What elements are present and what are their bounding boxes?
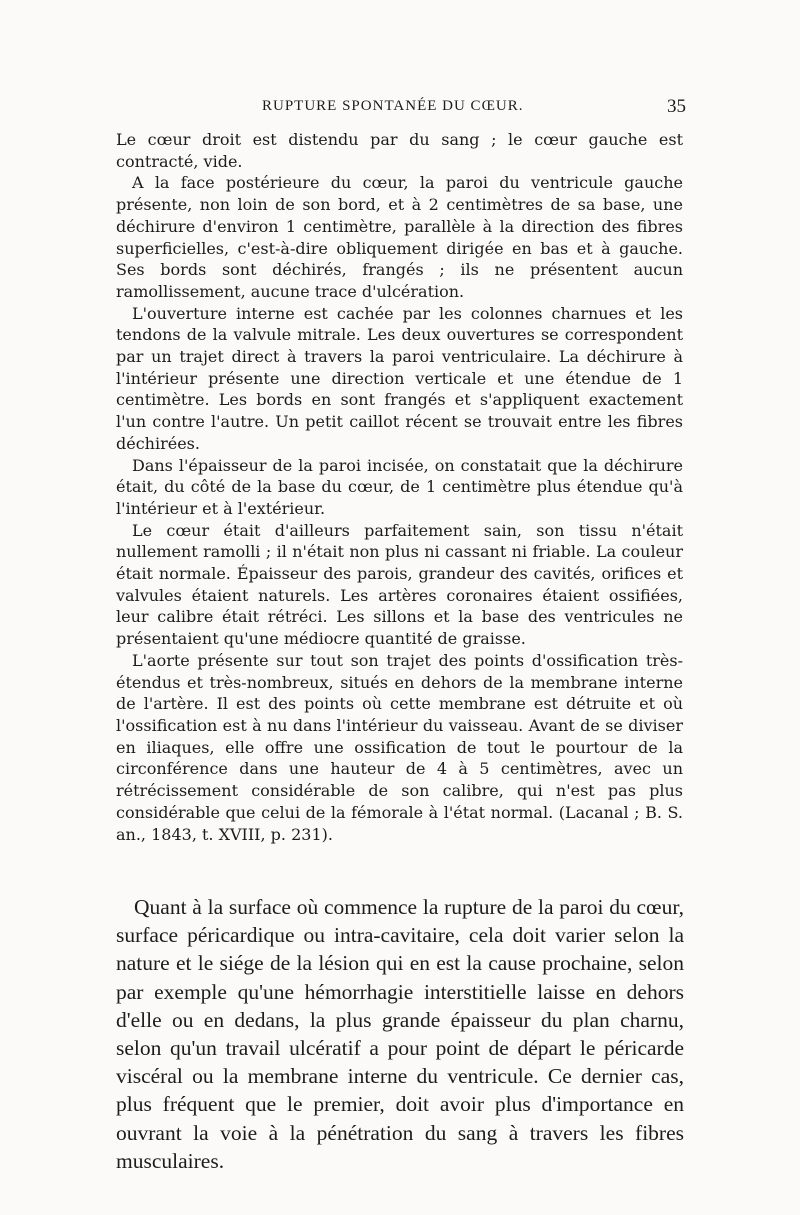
page-header <box>116 98 686 120</box>
paragraph: Le cœur droit est distendu par du sang ; le cœur gauche est contracté, vide. <box>116 130 683 171</box>
paragraph: A la face postérieure du cœur, la paroi du ventricule gauche présente, non loin de son bord, et à 2 centimètres de sa base, une déchirure d'environ 1 centimètre, parallèle à la direction des fibres superficielles, c'est-à-dire obliquement dirigée en bas et à gauche. Ses bords sont déchirés, frangés ; ils ne présentent aucun ramollissement, aucune trace d'ulcération. <box>116 173 683 301</box>
paragraph: Dans l'épaisseur de la paroi incisée, on constatait que la déchirure était, du côté de la base du cœur, de 1 centimètre plus étendue qu'à l'intérieur et à l'extérieur. <box>116 455 683 518</box>
case-report <box>116 129 683 845</box>
paragraph: L'aorte présente sur tout son trajet des points d'ossification très-étendus et très-nombreux, situés en dehors de la membrane interne de l'artère. Il est des points où cette membrane est détruite et où l'ossification est à nu dans l'intérieur du vaisseau. Avant de se diviser en iliaques, elle offre une ossification de tout le pourtour de la circonférence dans une hauteur de 4 à 5 centimètres, avec un rétrécissement considérable de son calibre, qui n'est pas plus considérable que celui de la fémorale à l'état normal. (Lacanal ; B. S. an., 1843, t. XVIII, p. 231). <box>116 650 683 844</box>
page-number: 35 <box>667 96 686 117</box>
running-title: RUPTURE SPONTANÉE DU CŒUR. <box>262 98 524 114</box>
paragraph: Le cœur était d'ailleurs parfaitement sain, son tissu n'était nullement ramolli ; il n'était non plus ni cassant ni friable. La couleur était normale. Épaisseur des parois, grandeur des cavités, orifices et valvules étaient naturels. Les artères coronaires étaient ossifiées, leur calibre était rétréci. Les sillons et la base des ventricules ne présentaient qu'une médiocre quantité de graisse. <box>116 520 683 649</box>
paragraph: L'ouverture interne est cachée par les colonnes charnues et les tendons de la valvule mitrale. Les deux ouvertures se correspondent par un trajet direct à travers la paroi ventriculaire. La déchirure à l'intérieur présente une direction verticale et une étendue de 1 centimètre. Les bords en sont frangés et s'appliquent exactement l'un contre l'autre. Un petit caillot récent se trouvait entre les fibres déchirées. <box>116 303 683 453</box>
paragraph: Quant à la surface où commence la rupture de la paroi du cœur, surface péricardique ou intra-cavitaire, cela doit varier selon la nature et le siége de la lésion qui en est la cause prochaine, selon par exemple qu'une hémorrhagie interstitielle laisse en dehors d'elle ou en dedans, la plus grande épaisseur du plan charnu, selon qu'un travail ulcératif a pour point de départ le péricarde viscéral ou la membrane interne du ventricule. Ce dernier cas, plus fréquent que le premier, doit avoir plus d'importance en ouvrant la voie à la pénétration du sang à travers les fibres musculaires. <box>116 895 684 1173</box>
main-text <box>116 893 684 1175</box>
